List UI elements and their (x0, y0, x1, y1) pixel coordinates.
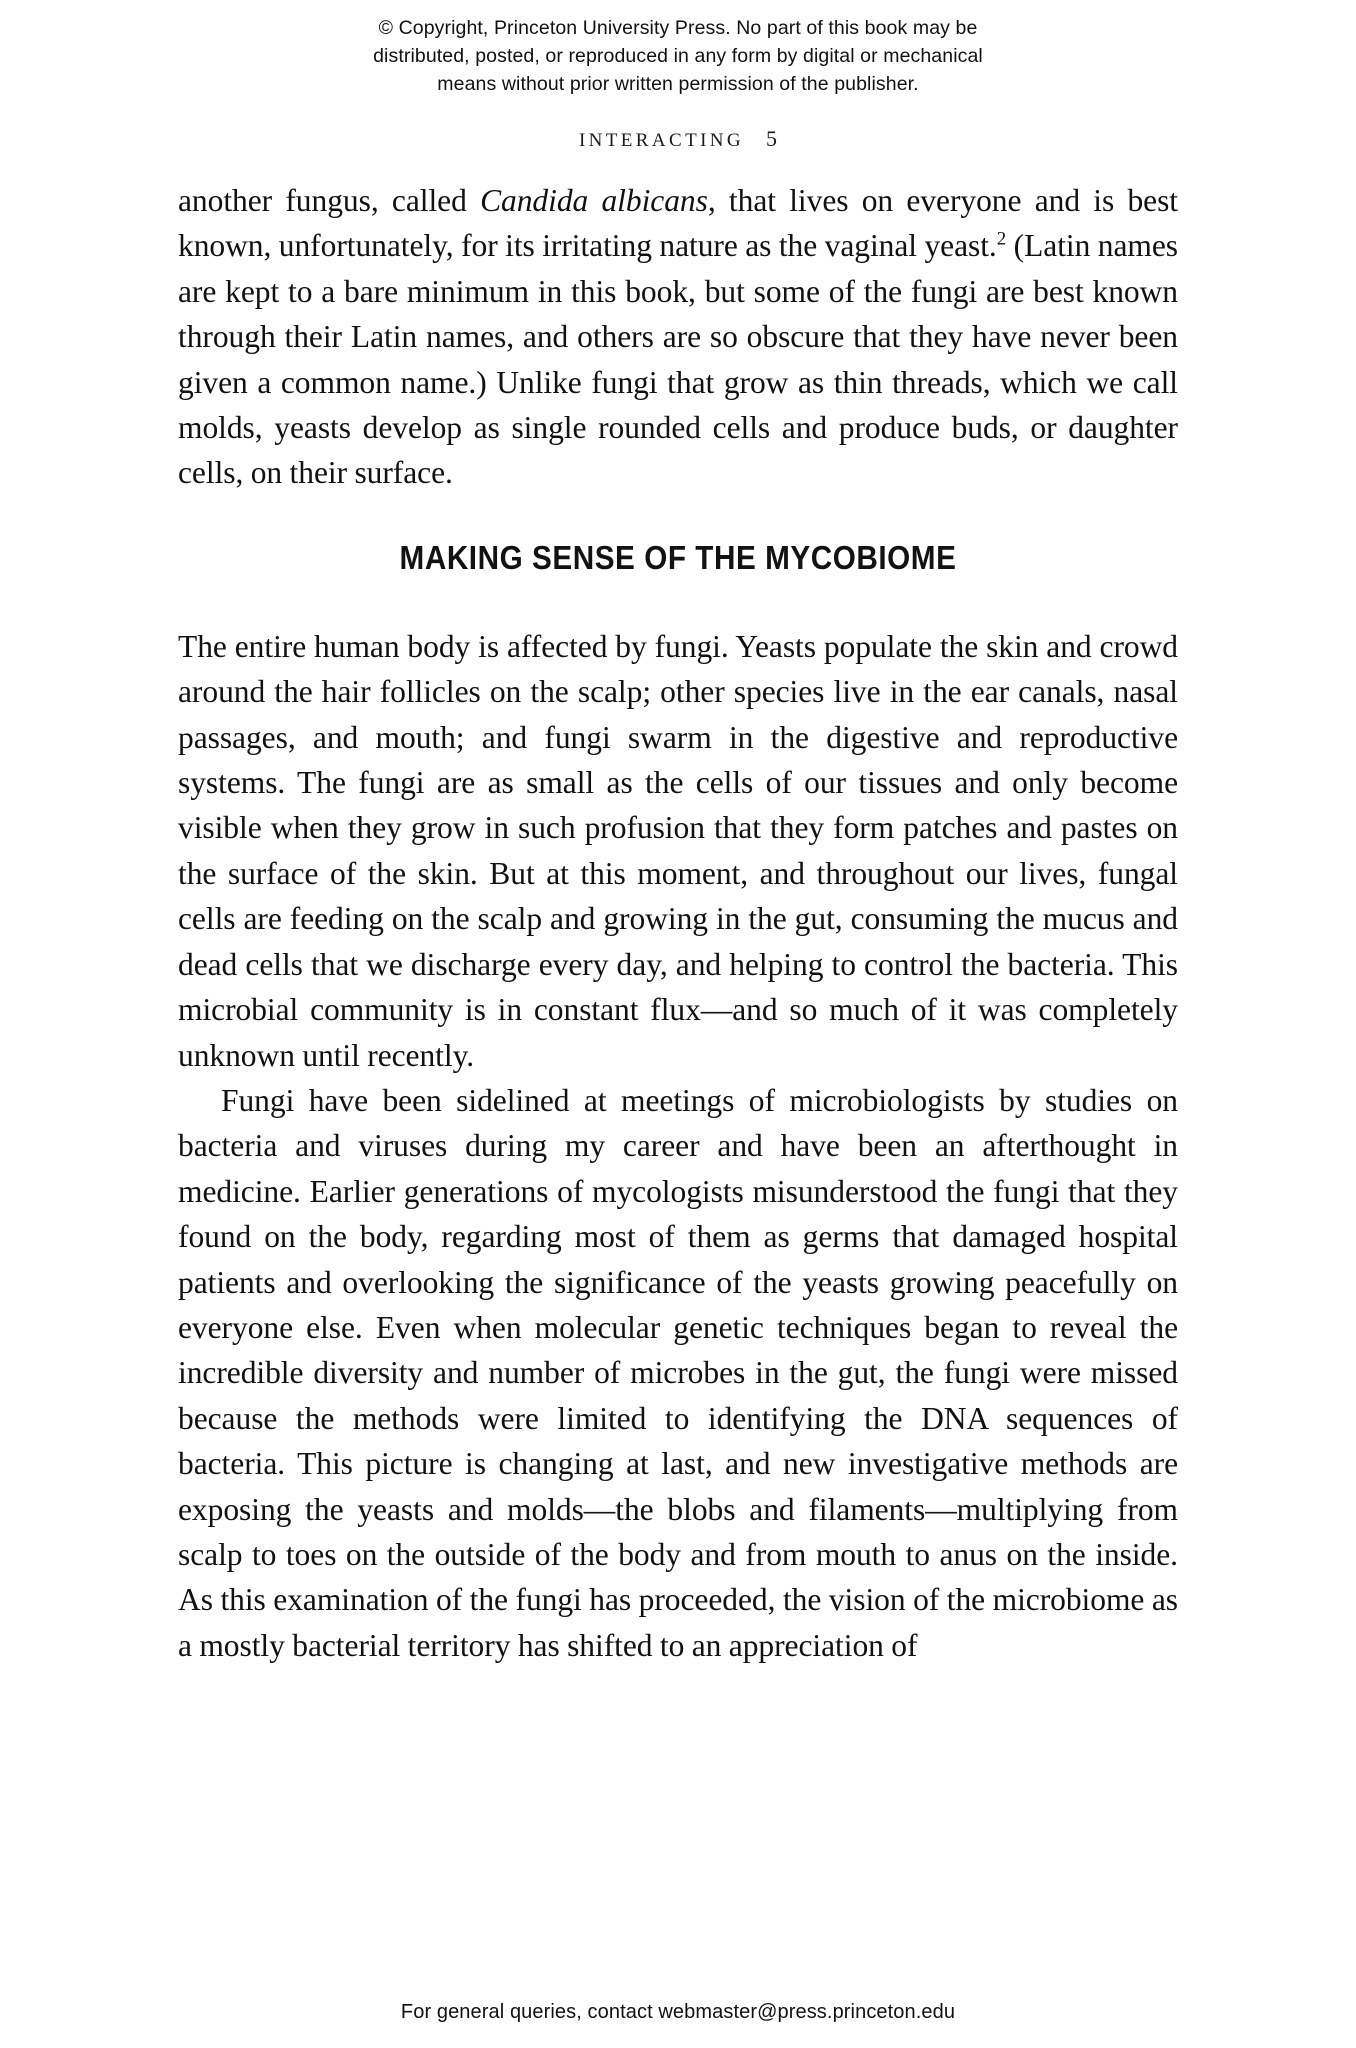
text-block (178, 178, 1178, 1668)
copyright-notice (0, 14, 1356, 98)
species-name-candida-albicans: Candida albicans (480, 183, 708, 218)
footnote-marker: 2 (996, 228, 1007, 250)
copyright-line-2: distributed, posted, or reproduced in any form by digital or mechanical (373, 45, 983, 67)
running-head-title: INTERACTING (578, 130, 745, 151)
footer-query-line: For general queries, contact webmaster@press.princeton.edu (400, 2001, 956, 2023)
paragraph-1-text-c: (Latin names are kept to a bare minimum in this book, but some of the fungi are best known through their Latin names, and others are so obscure that they have never been given a common name.) Unlike fungi that grow as thin threads, which we call molds, yeasts develop as single rounded cells and produce buds, or daughter cells, on their surface. (178, 228, 1178, 491)
page-number: 5 (766, 126, 778, 151)
running-head (0, 126, 1356, 152)
copyright-line-1: © Copyright, Princeton University Press. No part of this book may be (378, 17, 978, 39)
copyright-line-3: means without prior written permission of the publisher. (437, 73, 919, 95)
paragraph-1 (178, 178, 1178, 496)
section-heading: MAKING SENSE OF THE MYCOBIOME (399, 538, 957, 576)
paragraph-2: The entire human body is affected by fungi. Yeasts populate the skin and crowd around the hair follicles on the scalp; other species live in the ear canals, nasal passages, and mouth; and fungi swarm in the digestive and reproductive systems. The fungi are as small as the cells of our tissues and only become visible when they grow in such profusion that they form patches and pastes on the surface of the skin. But at this moment, and throughout our lives, fungal cells are feeding on the scalp and growing in the gut, consuming the mucus and dead cells that we discharge every day, and helping to control the bacteria. This microbial community is in constant flux—and so much of it was completely unknown until recently. (178, 628, 1178, 1073)
paragraph-1-text-a: another fungus, called (178, 183, 481, 218)
paragraph-1-text-b: , that lives on everyone and is best known, unfortunately, for its irritating nature as the vaginal yeast. (178, 183, 1178, 264)
paragraph-3: Fungi have been sidelined at meetings of microbiologists by studies on bacteria and viruses during my career and have been an afterthought in medicine. Earlier generations of mycologists misunderstood the fungi that they found on the body, regarding most of them as germs that damaged hospital patients and overlooking the significance of the yeasts growing peacefully on everyone else. Even when molecular genetic techniques began to reveal the incredible diversity and number of microbes in the gut, the fungi were missed because the methods were limited to identifying the DNA sequences of bacteria. This picture is changing at last, and new investigative methods are exposing the yeasts and molds—the blobs and filaments—multiplying from scalp to toes on the outside of the body and from mouth to anus on the inside. As this examination of the fungi has proceeded, the vision of the microbiome as a mostly bacterial territory has shifted to an appreciation of (178, 1082, 1178, 1663)
